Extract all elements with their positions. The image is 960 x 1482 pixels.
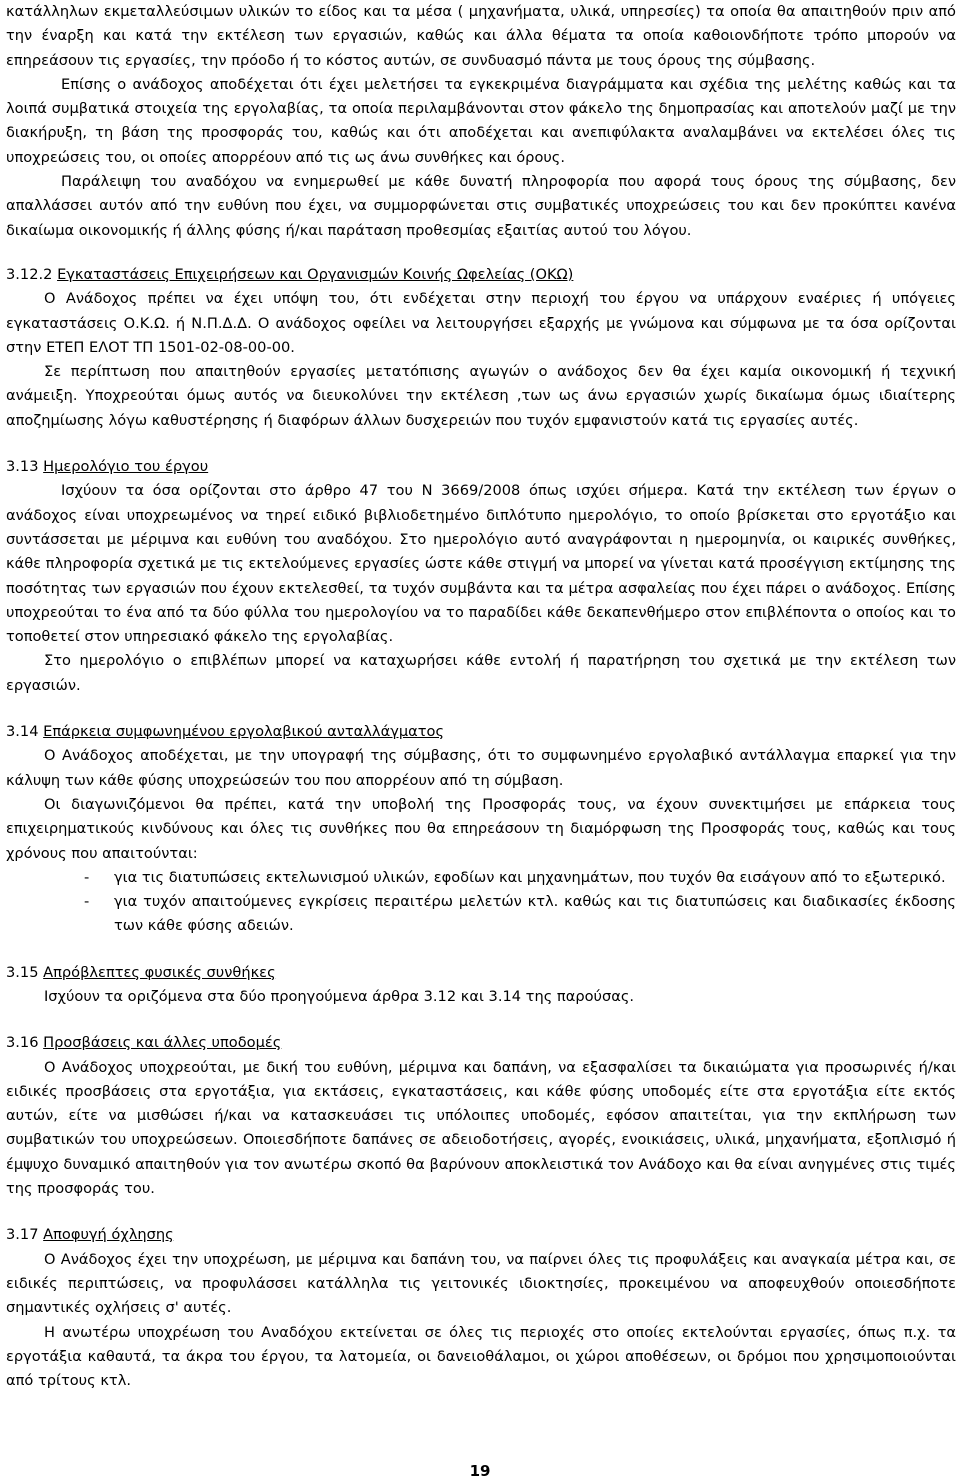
document-page (6, 0, 956, 1393)
paragraph: Η ανωτέρω υποχρέωση του Αναδόχου εκτείνεται σε όλες τις περιοχές στο οποίες εκτελούνται εργασίες, όπως π.χ. τα εργοτάξια καθαυτά, τα άκρα του έργου, τα λατομεία, οι δανειοθάλαμοι, οι χώροι αποθέσεων, οι δρόμοι που χρησιμοποιούνται από τρίτους κτλ. (6, 1323, 956, 1390)
paragraph: Ο Ανάδοχος έχει την υποχρέωση, με μέριμνα και δαπάνη του, να παίρνει όλες τις προφυλάξεις και αναγκαία μέτρα και, σε ειδικές περιπτώσεις, να προφυλάσσει κατάλληλα τις γειτονικές ιδιοκτησίες, προκειμένου να αποφευχθούν οποιεσδήποτε σημαντικές οχλήσεις σ' αυτές. (6, 1250, 956, 1317)
paragraph: Παράλειψη του αναδόχου να ενημερωθεί με κάθε δυνατή πληροφορία που αφορά τους όρους της σύμβασης, δεν απαλλάσσει αυτόν από την ευθύνη που έχει, να συμμορφώνεται στις συμβατικές υποχρεώσεις του και δεν προκύπτει κανένα δικαίωμα οικονομικής ή άλλης φύσης ή/και παράταση προθεσμίας εξαιτίας αυτού του λόγου. (6, 173, 956, 239)
list-item-text: για τυχόν απαιτούμενες εγκρίσεις περαιτέρω μελετών κτλ. καθώς και τις διατυπώσεις και διαδικασίες έκδοσης των κάθε φύσης αδειών. (114, 893, 956, 935)
section-number: 3.14 (6, 723, 44, 741)
section-number: 3.12.2 (6, 265, 58, 283)
paragraph: Ο Ανάδοχος υποχρεούται, με δική του ευθύνη, μέριμνα και δαπάνη, να εξασφαλίσει τα δικαιώματα για προσωρινές ή/και ειδικές προσβάσεις στα εργοτάξια, για εκτάσεις, εγκαταστάσεις, και κάθε φύσης υποδομές είτε στα εργοτάξια είτε εκτός αυτών, είτε να μισθώσει ή/και να κατασκευάσει τις υπόλοιπες υποδομές, εφόσον απαιτείται, για την εκπλήρωση των συμβατικών του υποχρεώσεων. Οποιεσδήποτε δαπάνες σε αδειοδοτήσεις, αγορές, ενοικιάσεις, υλικά, μηχανήματα, εξοπλισμό ή έμψυχο δυναμικό απαιτηθούν για τον ανωτέρω σκοπό θα βαρύνουν αποκλειστικά τον Ανάδοχο και θα είναι ανηγμένες στις τιμές της προσφοράς του. (6, 1058, 956, 1198)
section-3-14 (6, 720, 956, 939)
section-heading (6, 1223, 956, 1247)
paragraph: Στο ημερολόγιο ο επιβλέπων μπορεί να καταχωρήσει κάθε εντολή ή παρατήρηση του σχετικά με την εκτέλεση των εργασιών. (6, 652, 956, 694)
section-number: 3.13 (6, 458, 44, 476)
section-3-12-2 (6, 263, 956, 433)
paragraph: Ισχύουν τα όσα ορίζονται στο άρθρο 47 του Ν 3669/2008 όπως ισχύει σήμερα. Κατά την εκτέλεση των έργων ο ανάδοχος είναι υποχρεωμένος να τηρεί ειδικό βιβλιοδετημένο διπλότυπο ημερολόγιο, το οποίο βρίσκεται στο εργοτάξιο και συντάσσεται με μέριμνα και ευθύνη του αναδόχου. Στο ημερολόγιο αυτό αναγράφονται η ημερομηνία, οι καιρικές συνθήκες, κάθε πληροφορία σχετικά με τις εκτελούμενες εργασίες ώστε κάθε στιγμή να μπορεί να γίνεται κατά προσέγγιση εκτίμησης της ποσότητας των εργασιών που έχουν εκτελεσθεί, τα τυχόν συμβάντα και τα μέτρα ασφαλείας που έχει πάρει ο ανάδοχος. Επίσης υποχρεούται το ένα από τα δύο φύλλα του ημερολογίου να το παραδίδει κάθε δεκαπενθήμερο στον επιβλέποντα ο οποίος και το τοποθετεί στον υπηρεσιακό φάκελο της εργολαβίας. (6, 482, 956, 646)
page-number: 19 (469, 1462, 491, 1480)
section-title: Απρόβλεπτες φυσικές συνθήκες (43, 963, 276, 981)
section-title: Επάρκεια συμφωνημένου εργολαβικού ανταλλάγματος (43, 723, 445, 741)
section-heading (6, 720, 956, 744)
paragraph: Επίσης ο ανάδοχος αποδέχεται ότι έχει μελετήσει τα εγκεκριμένα διαγράμματα και σχέδια της μελέτης καθώς και τα λοιπά συμβατικά στοιχεία της εργολαβίας, τα οποία περιλαμβάνονται στον φάκελο της δημοπρασίας και αποτελούν μαζί με την διακήρυξη, τη βάση της προσφοράς του, καθώς και ότι αποδέχεται και ανεπιφύλακτα αναλαμβάνει να εκτελέσει όλες τις υποχρεώσεις του, οι οποίες απορρέουν από τις ως άνω συνθήκες και όρους. (6, 75, 956, 166)
section-heading (6, 455, 956, 479)
list-item-text: για τις διατυπώσεις εκτελωνισμού υλικών, εφοδίων και μηχανημάτων, που τυχόν θα εισάγουν από το εξωτερικό. (114, 868, 946, 886)
section-title: Αποφυγή όχλησης (43, 1226, 174, 1244)
section-number: 3.16 (6, 1034, 44, 1052)
paragraph: Ο Ανάδοχος πρέπει να έχει υπόψη του, ότι ενδέχεται στην περιοχή του έργου να υπάρχουν εναέριες ή υπόγειες εγκαταστάσεις Ο.Κ.Ω. ή Ν.Π.Δ.Δ. Ο ανάδοχος οφείλει να λειτουργήσει εξαρχής με γνώμονα και σύμφωνα με τα όσα ορίζονται στην ΕΤΕΠ ΕΛΟΤ ΤΠ 1501-02-08-00-00. (6, 290, 956, 356)
list-item: - για τις διατυπώσεις εκτελωνισμού υλικών, εφοδίων και μηχανημάτων, που τυχόν θα εισάγουν από το εξωτερικό. (6, 866, 956, 890)
section-heading (6, 263, 956, 287)
list-item: - για τυχόν απαιτούμενες εγκρίσεις περαιτέρω μελετών κτλ. καθώς και τις διατυπώσεις και διαδικασίες έκδοσης των κάθε φύσης αδειών. (6, 890, 956, 939)
section-3-13 (6, 455, 956, 698)
section-title: Εγκαταστάσεις Επιχειρήσεων και Οργανισμών Κοινής Ωφελείας (ΟΚΩ) (57, 265, 574, 283)
section-title: Ημερολόγιο του έργου (43, 458, 209, 476)
paragraph: Σε περίπτωση που απαιτηθούν εργασίες μετατόπισης αγωγών ο ανάδοχος δεν θα έχει καμία οικονομική ή τεχνική ανάμειξη. Υποχρεούται όμως αυτός να διευκολύνει την εκτέλεση ,των ως άνω εργασιών χωρίς δικαίωμα όμως ιδιαίτερης αποζημίωσης λόγω καθυστέρησης ή διαφόρων άλλων δυσχερειών που τυχόν εμφανιστούν κατά τις εργασίες αυτές. (6, 363, 956, 429)
intro-section (6, 0, 956, 243)
section-number: 3.17 (6, 1226, 44, 1244)
section-heading (6, 1031, 956, 1055)
section-3-16 (6, 1031, 956, 1201)
section-3-17 (6, 1223, 956, 1393)
section-3-15 (6, 961, 956, 1010)
paragraph: κατάλληλων εκμεταλλεύσιμων υλικών το είδος και τα μέσα ( μηχανήματα, υλικά, υπηρεσίες) τα οποία θα απαιτηθούν πριν από την έναρξη και κατά την εκτέλεση των εργασιών, καθώς και άλλα θέματα τα οποία καθοιονδήποτε τρόπο μπορούν να επηρεάσουν τις εργασίες, την πρόοδο ή το κόστος αυτών, σε συνδυασμό πάντα με τους όρους της σύμβασης. (6, 3, 956, 69)
paragraph: Οι διαγωνιζόμενοι θα πρέπει, κατά την υποβολή της Προσφοράς τους, να έχουν συνεκτιμήσει με επάρκεια τους επιχειρηματικούς κινδύνους και όλες τις συνθήκες που θα επηρεάσουν τη διαμόρφωση της Προσφοράς τους, καθώς και τους χρόνους που απαιτούνται: (6, 795, 956, 862)
section-number: 3.15 (6, 963, 44, 981)
section-heading (6, 961, 956, 985)
section-title: Προσβάσεις και άλλες υποδομές (43, 1034, 282, 1052)
paragraph: Ισχύουν τα οριζόμενα στα δύο προηγούμενα άρθρα 3.12 και 3.14 της παρούσας. (44, 987, 635, 1005)
paragraph: Ο Ανάδοχος αποδέχεται, με την υπογραφή της σύμβασης, ότι το συμφωνημένο εργολαβικό αντάλλαγμα επαρκεί για την κάλυψη των κάθε φύσης υποχρεώσεών του που απορρέουν από τη σύμβαση. (6, 747, 956, 789)
